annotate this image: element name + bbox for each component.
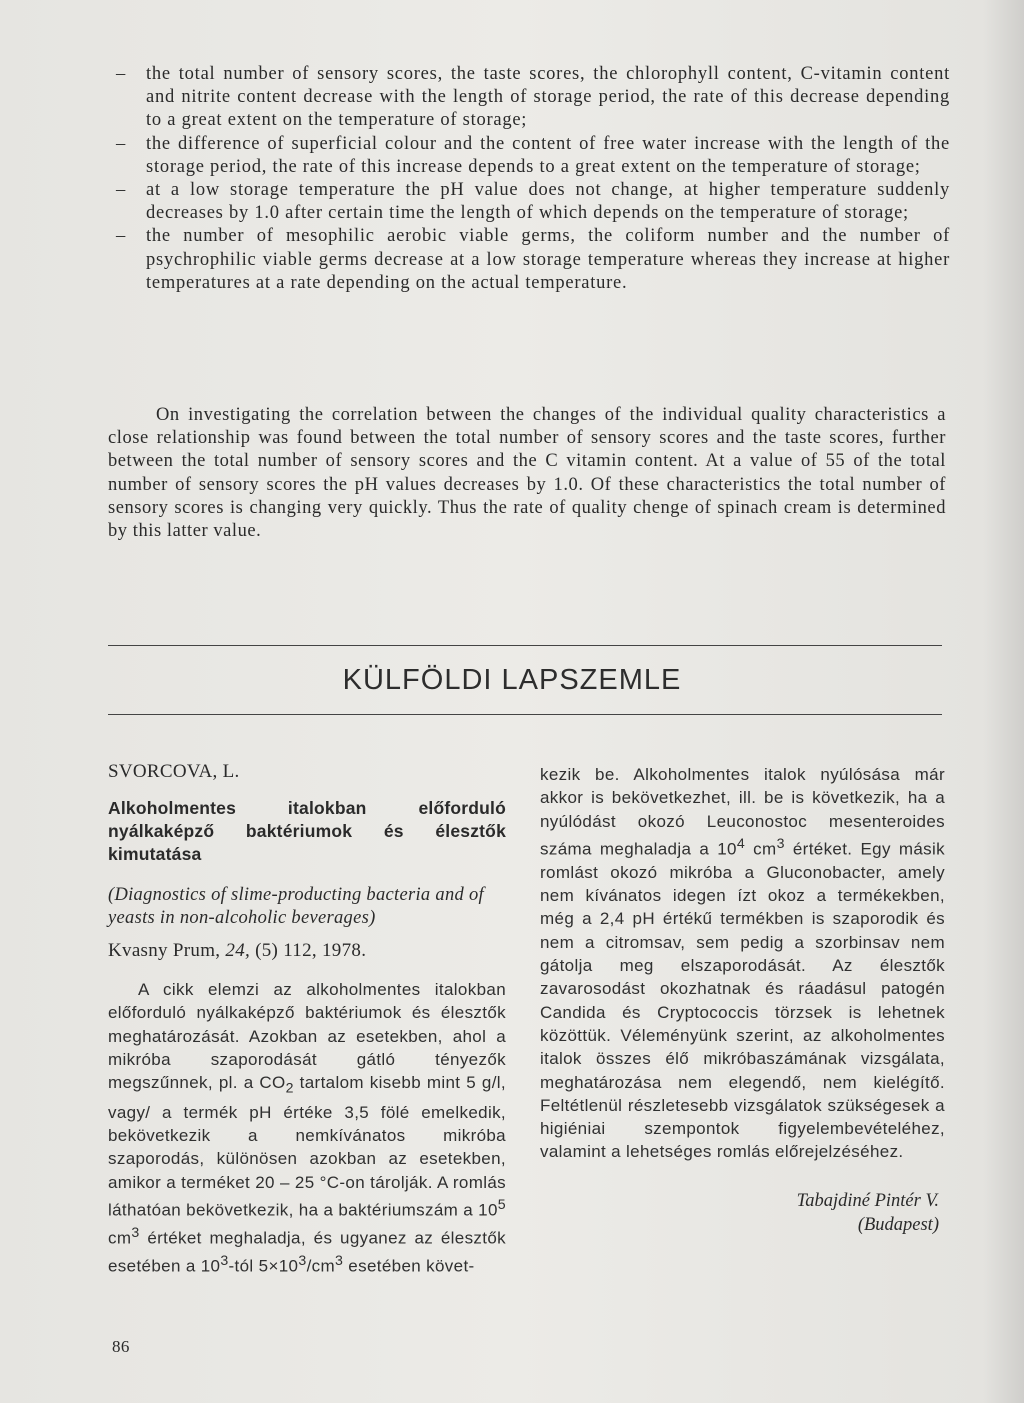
summary-bullet [108, 179, 950, 225]
bullet-dash: – [116, 180, 126, 201]
bullet-dash: – [116, 133, 126, 154]
body-text: tartalom kisebb mint 5 g/l, vagy/ a termék pH értéke 3,5 fölé emelkedik, bekövetkezik a nemkívánatos mikróba szaporodás, különösen azokban az esetekben, amikor a terméket 20 – 25 °C-on tárolják. A romlás láthatóan bekövetkezik, ha a baktériumszám a 10 [108, 1073, 506, 1220]
summary-bullet [108, 225, 950, 295]
body-text: A cikk elemzi az alkoholmentes italokban előforduló nyálkaképző baktériumok és élesztők meghatározását. Azokban az esetekben, ahol a mikróba szaporodását gátló tényezők megszűnnek, pl. a CO [108, 980, 506, 1093]
closing-paragraph: On investigating the correlation between the changes of the individual quality characteristics a close relationship was found between the total number of sensory scores and the taste scores, further between the total number of sensory scores and the C vitamin content. At a value of 55 of the total number of sensory scores the pH values decreases by 1.0. Of these characteristics the total number of sensory scores is changing very quickly. Thus the rate of quality chenge of spinach cream is determined by this latter value. [108, 405, 946, 542]
body-text: kezik be. Alkoholmentes italok nyúlósása már akkor is bekövetkezhet, ill. be is következik, ha a nyúlódást okozó Leuconostoc mesenteroides száma meghaladja a 10 [540, 765, 945, 859]
reviewer-location: (Budapest) [857, 1214, 939, 1235]
page-number: 86 [112, 1337, 130, 1356]
subscript: 2 [285, 1080, 294, 1097]
bullet-text: at a low storage temperature the pH value does not change, at higher temperature suddenly decreases by 1.0 after certain time the length of which depends on the temperature of storage; [146, 180, 950, 224]
reviewer-signature [540, 1189, 945, 1237]
superscript: 3 [298, 1252, 307, 1269]
summary-bullet [108, 133, 950, 179]
bullet-text: the total number of sensory scores, the taste scores, the chlorophyll content, C-vitamin content and nitrite content decrease with the length of storage period, the rate of this decrease depending to a great extent on the temperature of storage; [146, 64, 950, 131]
article-left-column [108, 760, 506, 1278]
body-text: cm [108, 1228, 132, 1248]
bullet-text: the number of mesophilic aerobic viable germs, the coliform number and the number of psychrophilic viable germs decrease at a low storage temperature whereas they increase at higher temperatures at a rate depending on the actual temperature. [146, 226, 950, 293]
summary-bullet [108, 63, 950, 133]
article-body-left [108, 978, 506, 1278]
section-heading: KÜLFÖLDI LAPSZEMLE [342, 664, 682, 696]
article-subtitle: (Diagnostics of slime-producting bacteria and of yeasts in non-alcoholic beverages) [108, 885, 484, 928]
bullet-dash: – [116, 64, 126, 84]
source-journal: Kvasny Prum, [108, 940, 221, 961]
superscript: 3 [776, 835, 785, 852]
reviewer-name: Tabajdiné Pintér V. [796, 1190, 939, 1211]
body-text: /cm [306, 1256, 335, 1276]
article-body-right [540, 763, 945, 1164]
superscript: 3 [335, 1252, 344, 1269]
article-title: Alkoholmentes italokban előforduló nyálkaképző baktériumok és élesztők kimutatása [108, 798, 506, 864]
body-text: -tól 5×10 [228, 1256, 299, 1276]
superscript: 3 [220, 1252, 229, 1269]
superscript: 4 [736, 835, 746, 852]
superscript: 5 [497, 1197, 506, 1214]
source-issue-pages-year: (5) 112, 1978. [255, 940, 367, 961]
summary-bullet-list [108, 63, 950, 295]
article-author: SVORCOVA, L. [108, 761, 240, 782]
source-volume: 24, [225, 940, 251, 961]
body-text: értéket meghaladja, és ugyanez az élesztők esetében a 10 [108, 1228, 506, 1276]
superscript: 3 [131, 1225, 140, 1242]
body-text: esetében követ- [343, 1256, 475, 1276]
bullet-dash: – [116, 226, 126, 247]
article-right-column [540, 763, 945, 1237]
section-divider-top [108, 645, 942, 646]
section-divider-bottom [108, 714, 942, 715]
body-text: értéket. Egy másik romlást okozó mikróba a Gluconobacter, amely nem kívánatos idegen ízt okoz a termékekben, még a 2,4 pH értékű termékben is szaporodik és nem a citromsav, sem pedig a szorbinsav nem gátolja meg elszaporodását. Az élesztők zavarosodást okozhatnak és ráadásul patogén Candida és Cryptococcis törzsek is lehetnek közöttük. Véleményünk szerint, az alkoholmentes italok összes élő mikróbaszámának vizsgálata, meghatározása nem elegendő, nem kielégítő. Feltétlenül részletesebb vizsgálatok szükségesek a higiéniai szempontok figyelembevételéhez, valamint a lehetséges romlás előrejelzéséhez. [540, 839, 946, 1162]
body-text: cm [745, 839, 777, 859]
article-source [108, 939, 506, 963]
bullet-text: the difference of superficial colour and the content of free water increase with the length of the storage period, the rate of this increase depends to a great extent on the temperature of storage; [146, 133, 950, 177]
